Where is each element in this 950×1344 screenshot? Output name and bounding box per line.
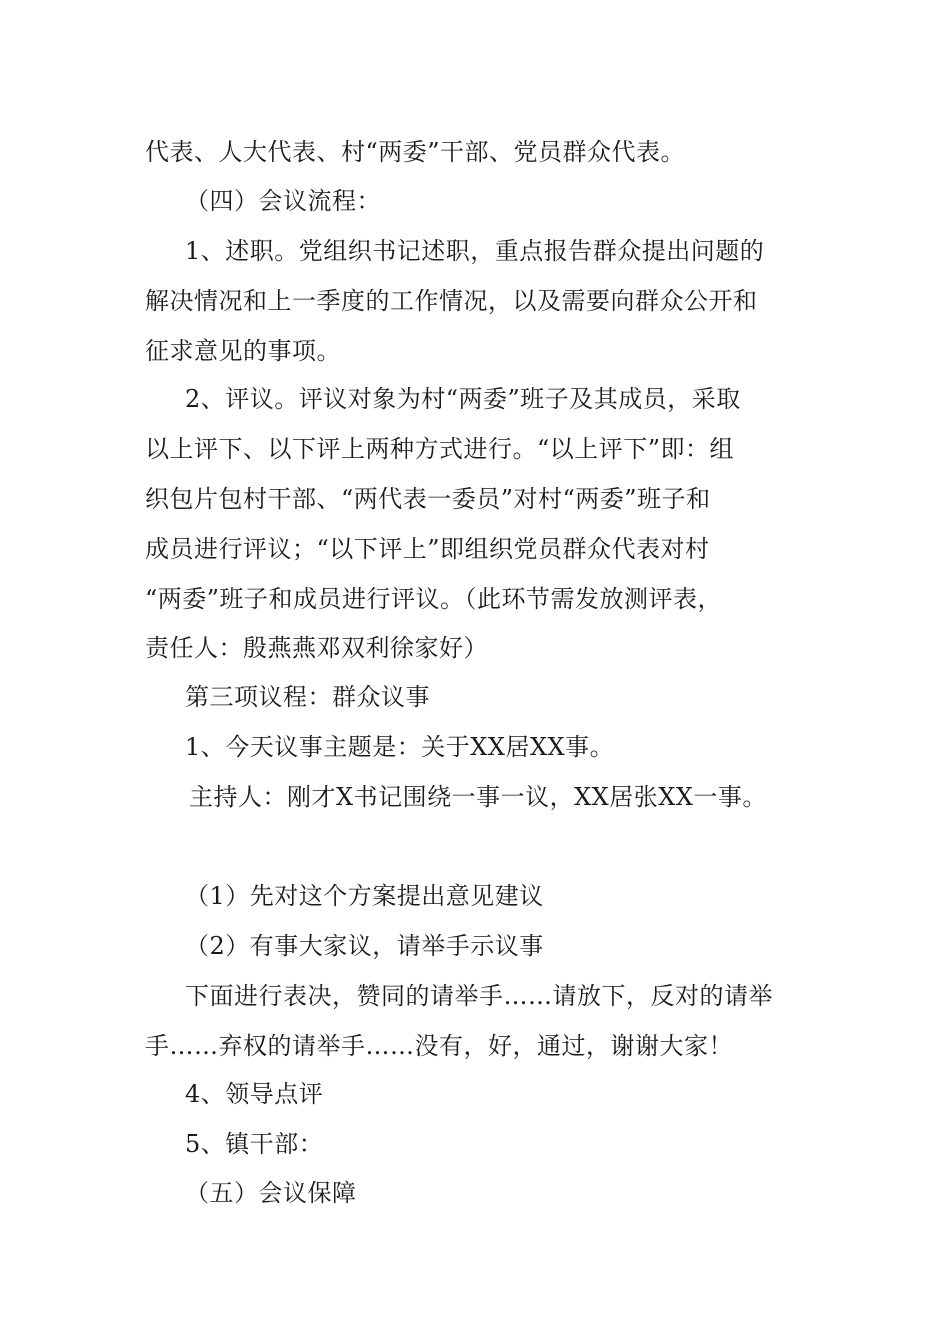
item-review-line-1: 2、评议。评议对象为村“两委”班子及其成员，采取: [185, 385, 741, 413]
item-report-line-3: 征求意见的事项。: [145, 337, 341, 365]
sub-item-1: （1）先对这个方案提出意见建议: [185, 882, 544, 910]
item-review-line-3: 织包片包村干部、“两代表一委员”对村“两委”班子和: [145, 485, 711, 513]
discussion-topic: 1、今天议事主题是：关于XX居XX事。: [185, 733, 615, 761]
item-report-line-1: 1、述职。党组织书记述职，重点报告群众提出问题的: [185, 237, 765, 265]
paragraph-line-1: 代表、人大代表、村“两委”干部、党员群众代表。: [145, 138, 686, 166]
item-review-line-2: 以上评下、以下评上两种方式进行。“以上评下”即：组: [145, 435, 735, 463]
item-review-line-6: 责任人：殷燕燕邓双利徐家好）: [145, 634, 488, 662]
host-remarks: 主持人：刚才X书记围绕一事一议，XX居张XX一事。: [189, 783, 767, 811]
item-report-line-2: 解决情况和上一季度的工作情况，以及需要向群众公开和: [145, 287, 758, 315]
item-leader-comment: 4、领导点评: [185, 1080, 324, 1108]
sub-item-2: （2）有事大家议，请举手示议事: [185, 932, 544, 960]
item-town-cadre: 5、镇干部：: [185, 1130, 324, 1158]
section-heading-meeting-process: （四）会议流程：: [185, 187, 381, 215]
item-review-line-4: 成员进行评议；“以下评上”即组织党员群众代表对村: [145, 535, 710, 563]
item-review-line-5: “两委”班子和成员进行评议。（此环节需发放测评表，: [145, 585, 723, 613]
vote-line-1: 下面进行表决，赞同的请举手……请放下，反对的请举: [185, 982, 773, 1010]
vote-line-2: 手……弃权的请举手……没有，好，通过，谢谢大家！: [145, 1032, 733, 1060]
agenda-heading-public-discussion: 第三项议程：群众议事: [185, 683, 430, 711]
section-heading-meeting-support: （五）会议保障: [185, 1179, 357, 1207]
